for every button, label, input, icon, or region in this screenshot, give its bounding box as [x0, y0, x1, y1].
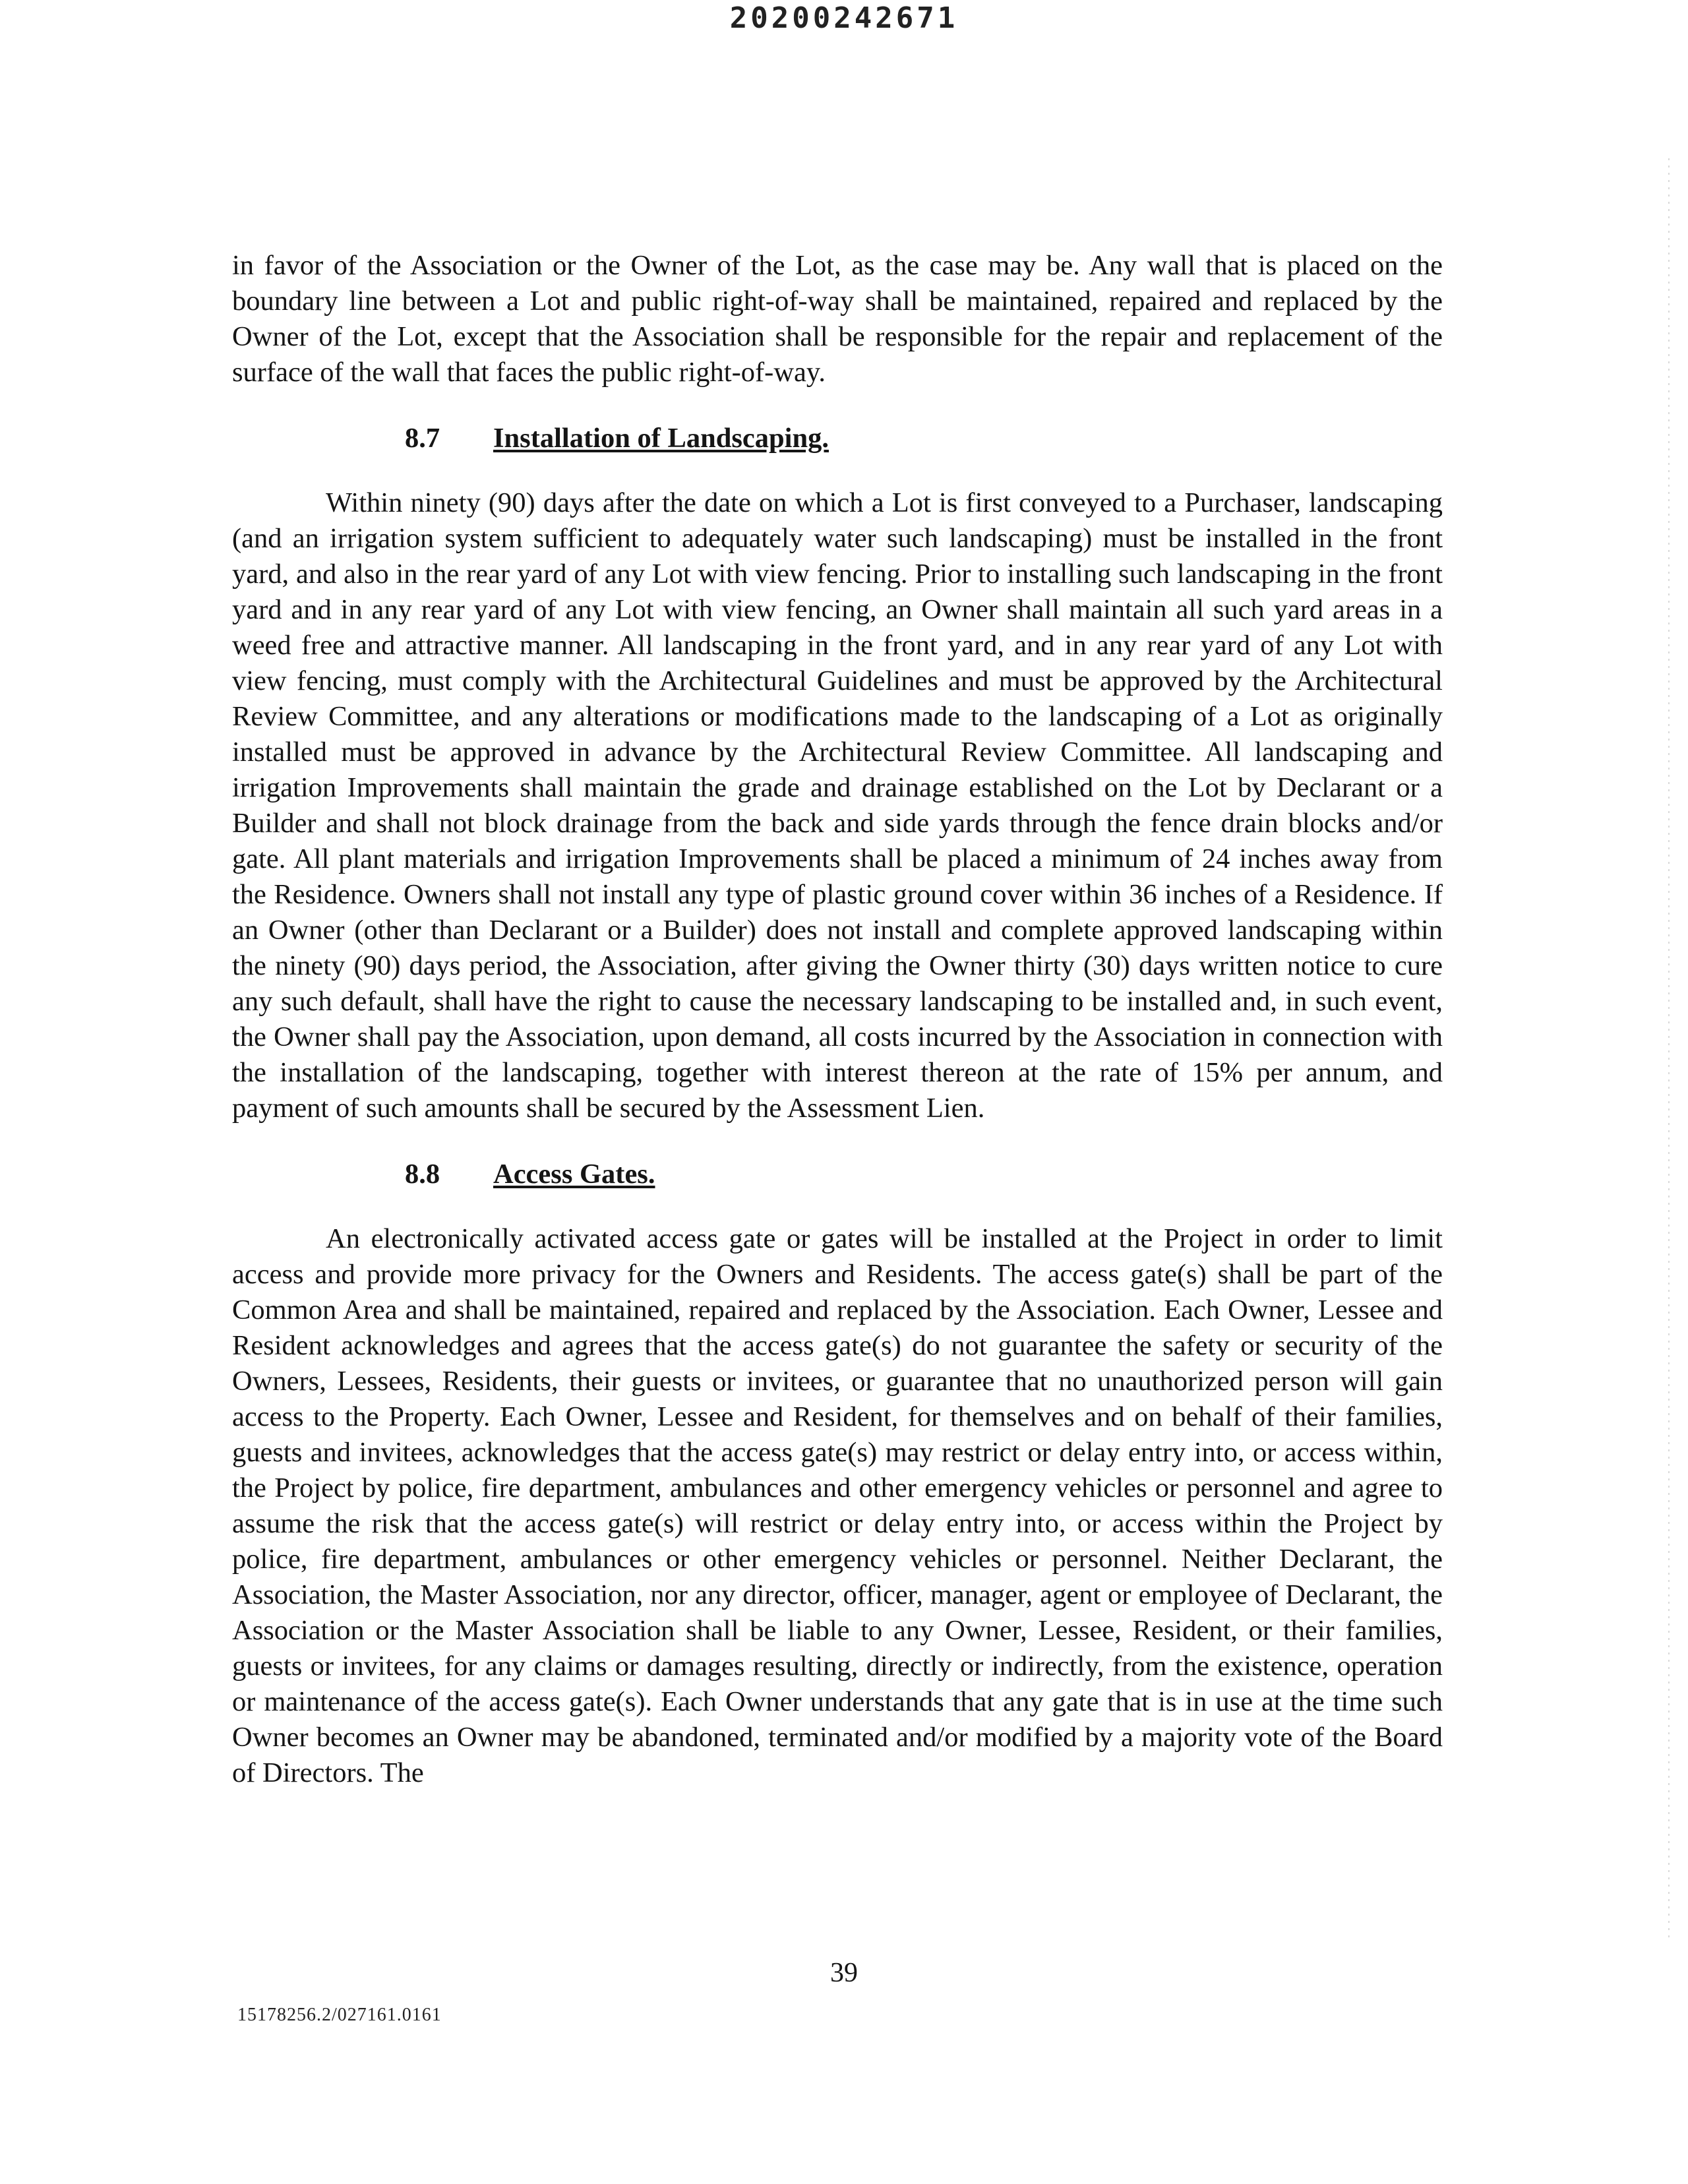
section-number: 8.7 — [405, 423, 440, 454]
scan-edge-artifact — [1668, 158, 1670, 1939]
section-title: Installation of Landscaping. — [493, 423, 829, 454]
section-number: 8.8 — [405, 1159, 440, 1190]
section-paragraph-8-7: Within ninety (90) days after the date on which a Lot is first conveyed to a Purchaser, landscaping (and an irrigation system sufficient to adequately water such landscaping) must be installed in the front yard, and also in the rear yard of any Lot with view fencing. Prior to installing such landscaping in the front yard and in any rear yard of any Lot with view fencing, an Owner shall maintain all such yard areas in a weed free and attractive manner. All landscaping in the front yard, and in any rear yard of any Lot with view fencing, must comply with the Architectural Guidelines and must be approved by the Architectural Review Committee, and any alterations or modifications made to the landscaping of a Lot as originally installed must be approved in advance by the Architectural Review Committee. All landscaping and irrigation Improvements shall maintain the grade and drainage established on the Lot by Declarant or a Builder and shall not block drainage from the back and side yards through the fence drain blocks and/or gate. All plant materials and irrigation Improvements shall be placed a minimum of 24 inches away from the Residence. Owners shall not install any type of plastic ground cover within 36 inches of a Residence. If an Owner (other than Declarant or a Builder) does not install and complete approved landscaping within the ninety (90) days period, the Association, after giving the Owner thirty (30) days written notice to cure any such default, shall have the right to cause the necessary landscaping to be installed and, in such event, the Owner shall pay the Association, upon demand, all costs incurred by the Association in connection with the installation of the landscaping, together with interest thereon at the rate of 15% per annum, and payment of such amounts shall be secured by the Assessment Lien. — [232, 487, 1443, 1124]
page-number: 39 — [830, 1958, 858, 1988]
document-id: 15178256.2/027161.0161 — [237, 2005, 442, 2025]
section-title: Access Gates. — [493, 1159, 655, 1190]
section-heading-8-7 — [232, 421, 1443, 456]
page-body — [232, 248, 1443, 1791]
section-heading-8-8 — [232, 1157, 1443, 1192]
continuation-paragraph: in favor of the Association or the Owner of the Lot, as the case may be. Any wall that is placed on the boundary line between a Lot and public right-of-way shall be maintained, repaired and replaced by the Owner of the Lot, except that the Association shall be responsible for the repair and replacement of the surface of the wall that faces the public right-of-way. — [232, 250, 1443, 388]
document-number: 20200242671 — [729, 1, 959, 35]
section-paragraph-8-8: An electronically activated access gate or gates will be installed at the Project in order to limit access and provide more privacy for the Owners and Residents. The access gate(s) shall be part of the Common Area and shall be maintained, repaired and replaced by the Association. Each Owner, Lessee and Resident acknowledges and agrees that the access gate(s) do not guarantee the safety or security of the Owners, Lessees, Residents, their guests or invitees, or guarantee that no unauthorized person will gain access to the Property. Each Owner, Lessee and Resident, for themselves and on behalf of their families, guests and invitees, acknowledges that the access gate(s) may restrict or delay entry into, or access within, the Project by police, fire department, ambulances and other emergency vehicles or personnel and agree to assume the risk that the access gate(s) will restrict or delay entry into, or access within the Project by police, fire department, ambulances or other emergency vehicles or personnel. Neither Declarant, the Association, the Master Association, nor any director, officer, manager, agent or employee of Declarant, the Association or the Master Association shall be liable to any Owner, Lessee, Resident, or their families, guests or invitees, for any claims or damages resulting, directly or indirectly, from the existence, operation or maintenance of the access gate(s). Each Owner understands that any gate that is in use at the time such Owner becomes an Owner may be abandoned, terminated and/or modified by a majority vote of the Board of Directors. The — [232, 1223, 1443, 1788]
